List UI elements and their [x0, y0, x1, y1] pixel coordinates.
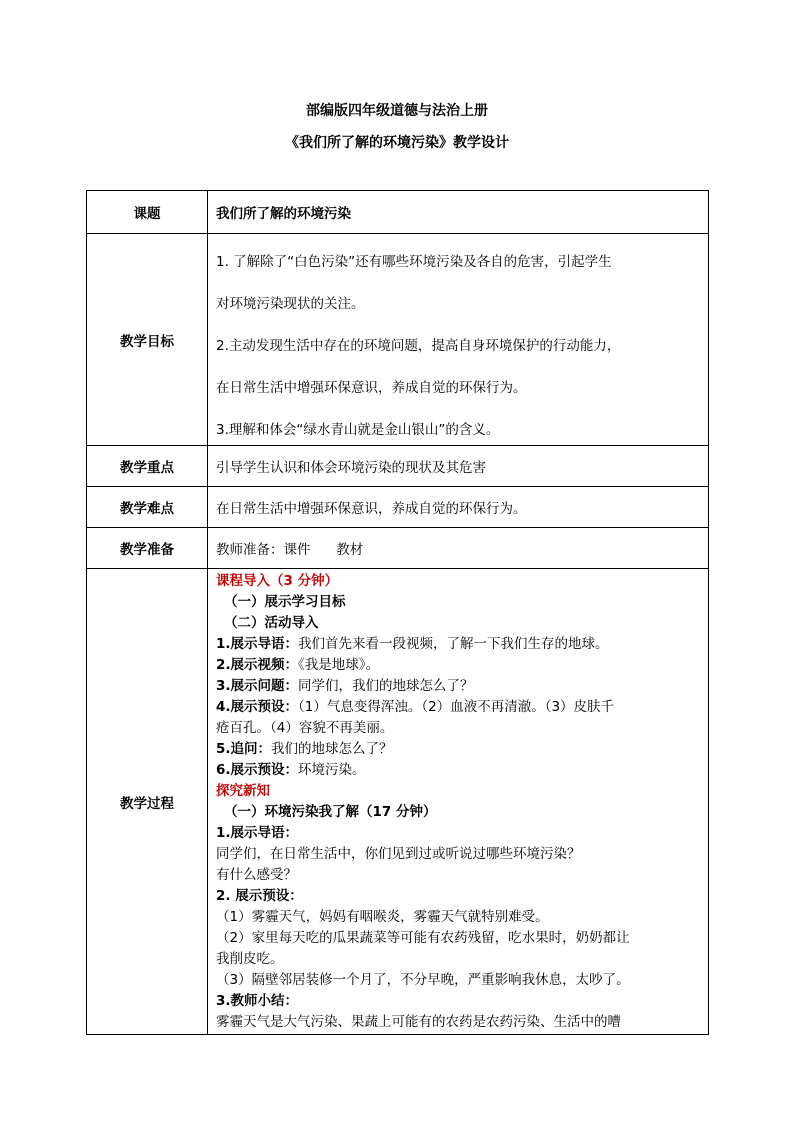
- key-label: 教学重点: [87, 446, 208, 487]
- step-text: 我们首先来看一段视频，了解一下我们生存的地球。: [298, 636, 609, 652]
- process-cell: [208, 569, 709, 1035]
- table-row-difficulty: [87, 487, 709, 528]
- lesson-plan-table: [86, 190, 709, 1035]
- goal-line: 2.主动发现生活中存在的环境问题，提高自身环境保护的行动能力，: [216, 337, 621, 354]
- step-text: 有什么感受？: [216, 867, 297, 883]
- difficulty-value: 在日常生活中增强环保意识，养成自觉的环保行为。: [208, 487, 709, 528]
- step-text: 雾霾天气是大气污染、果蔬上可能有的农药是农药污染、生活中的嘈: [216, 1014, 621, 1030]
- topic-label: 课题: [87, 191, 208, 234]
- step-text: 同学们，在日常生活中，你们见到过或听说过哪些环境污染？: [216, 846, 581, 862]
- intro-subheading: （一）展示学习目标: [224, 594, 346, 610]
- document-title: 部编版四年级道德与法治上册: [306, 103, 488, 119]
- intro-subheading: （二）活动导入: [224, 615, 319, 631]
- step-label: 2.展示视频：: [216, 657, 299, 673]
- goals-cell: [208, 234, 709, 446]
- preset-item: （2）家里每天吃的瓜果蔬菜等可能有农药残留，吃水果时，奶奶都让: [216, 930, 630, 946]
- prep-label: 教学准备: [87, 528, 208, 569]
- prep-value: 教师准备：课件 教材: [208, 528, 709, 569]
- step-text: 《我是地球》。: [298, 657, 380, 673]
- table-row-topic: [87, 191, 709, 234]
- table-row-process: [87, 569, 709, 1035]
- step-line: [216, 739, 702, 760]
- process-label: 教学过程: [87, 569, 208, 1035]
- document-subtitle: 《我们所了解的环境污染》教学设计: [285, 135, 509, 151]
- topic-value: 我们所了解的环境污染: [208, 191, 709, 234]
- goal-line: 1. 了解除了“白色污染”还有哪些环境污染及各自的危害，引起学生: [216, 253, 612, 270]
- goals-label: 教学目标: [87, 234, 208, 446]
- preset-item: （3）隔壁邻居装修一个月了，不分早晚，严重影响我休息，太吵了。: [216, 972, 630, 988]
- step-label: 4.展示预设：: [216, 699, 299, 715]
- difficulty-label: 教学难点: [87, 487, 208, 528]
- intro-heading: 课程导入（3 分钟）: [216, 573, 339, 589]
- step-line-cont: 疮百孔。（4）容貌不再美丽。: [216, 720, 394, 736]
- goal-line: 对环境污染现状的关注。: [216, 295, 365, 312]
- step-label: 2. 展示预设：: [216, 888, 303, 904]
- preset-item-cont: 我削皮吃。: [216, 951, 284, 967]
- step-label: 1.展示导语：: [216, 825, 299, 841]
- step-text: 同学们，我们的地球怎么了？: [298, 678, 474, 694]
- step-label: 6.展示预设：: [216, 762, 299, 778]
- step-line: [216, 634, 702, 655]
- goal-line: 3.理解和体会“绿水青山就是金山银山”的含义。: [216, 421, 500, 438]
- key-value: 引导学生认识和体会环境污染的现状及其危害: [208, 446, 709, 487]
- table-row-key-points: [87, 446, 709, 487]
- step-label: 5.追问：: [216, 741, 272, 757]
- step-text: （1）气息变得浑浊。（2）血液不再清澈。（3）皮肤千: [298, 699, 615, 715]
- preset-item: （1）雾霾天气，妈妈有咽喉炎，雾霾天气就特别难受。: [216, 909, 549, 925]
- step-text: 我们的地球怎么了？: [271, 741, 393, 757]
- table-row-goals: [87, 234, 709, 446]
- step-line: [216, 676, 702, 697]
- table-row-preparation: [87, 528, 709, 569]
- step-line: [216, 655, 702, 676]
- step-label: 3.展示问题：: [216, 678, 299, 694]
- step-text: 环境污染。: [298, 762, 366, 778]
- step-line: [216, 760, 702, 781]
- explore-heading: 探究新知: [216, 783, 270, 799]
- step-line: [216, 697, 702, 718]
- explore-subheading: （一）环境污染我了解（17 分钟）: [224, 804, 437, 820]
- goal-line: 在日常生活中增强环保意识，养成自觉的环保行为。: [216, 379, 527, 396]
- step-label: 3.教师小结：: [216, 993, 299, 1009]
- step-label: 1.展示导语：: [216, 636, 299, 652]
